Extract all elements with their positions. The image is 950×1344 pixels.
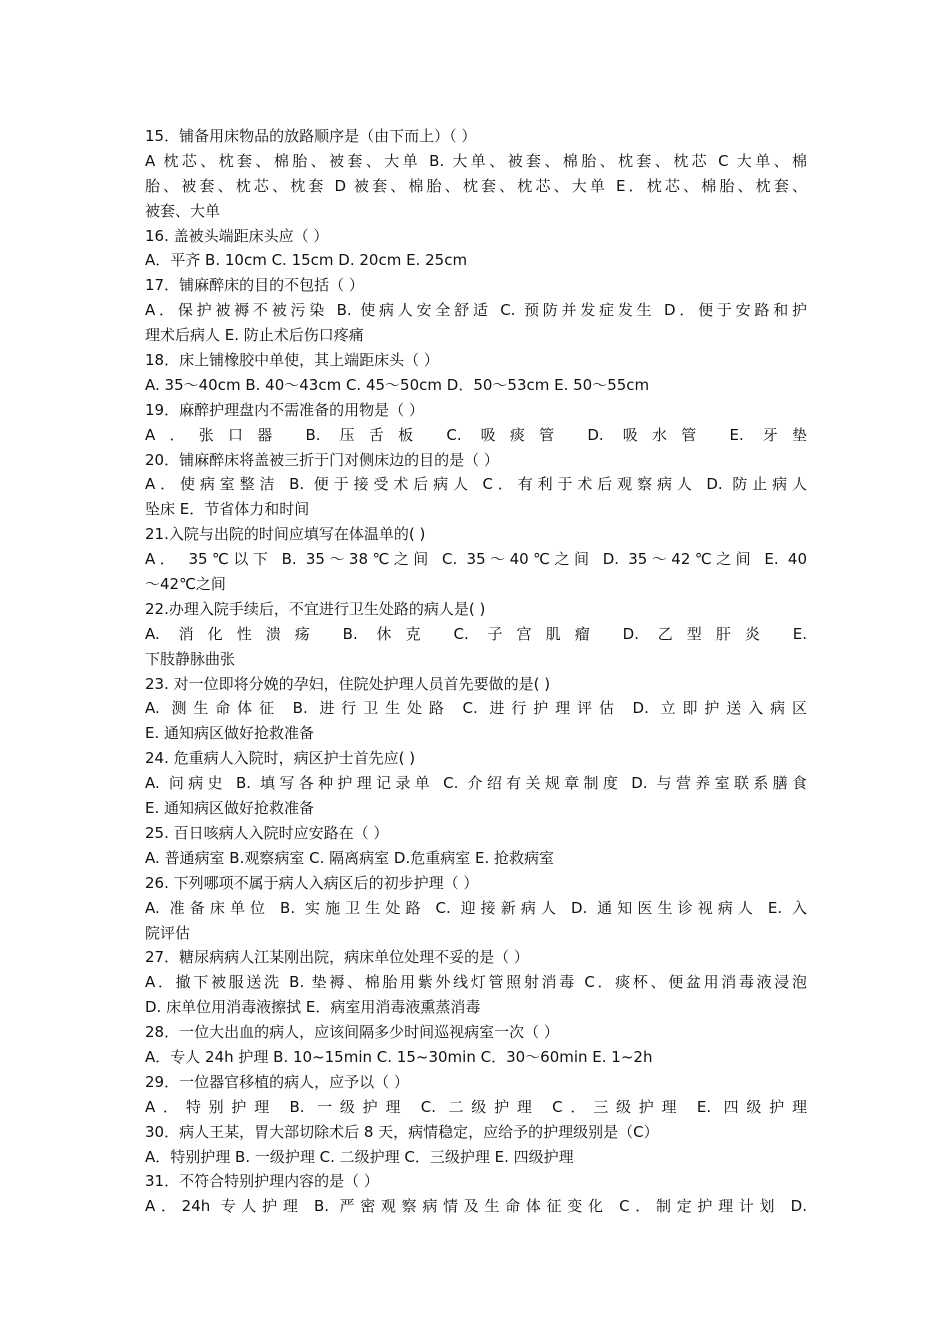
text-line (145, 796, 807, 821)
text-line (145, 373, 807, 398)
text-line (145, 1169, 807, 1194)
text-line-content: A．专人 24h 护理 B. 10~15min C. 15~30min C．30～60min E. 1~2h (145, 1047, 653, 1066)
text-line (145, 348, 807, 373)
text-line-content: 院评估 (145, 923, 191, 942)
text-line (145, 821, 807, 846)
text-line-content: 27．糖尿病病人江某刚出院，病床单位处理不妥的是（ ） (145, 948, 529, 967)
text-line-content: 下肢静脉曲张 (145, 649, 236, 668)
text-line (145, 423, 807, 448)
text-line (145, 572, 807, 597)
text-line (145, 921, 807, 946)
text-line-content: 21.入院与出院的时间应填写在体温单的( ) (145, 525, 426, 544)
text-line (145, 771, 807, 796)
text-line (145, 298, 807, 323)
text-line-content: 被套、大单 (145, 201, 221, 220)
text-line (145, 846, 807, 871)
text-line (145, 149, 807, 174)
text-line (145, 970, 807, 995)
text-line-content: 30．病人王某，胃大部切除术后 8 天，病情稳定，应给予的护理级别是（C） (145, 1122, 659, 1141)
text-line-content: E. 通知病区做好抢救准备 (145, 799, 315, 818)
text-line-content: A. 测生命体征 B. 进行卫生处路 C. 进行护理评估 D. 立即护送入病区 (145, 699, 807, 718)
text-line-content: 16. 盖被头端距床头应（ ） (145, 226, 329, 245)
text-line (145, 1070, 807, 1095)
text-line-content: 29．一位器官移植的病人，应予以（ ） (145, 1072, 409, 1091)
text-line (145, 224, 807, 249)
text-line (145, 746, 807, 771)
text-line-content: 24. 危重病人入院时，病区护士首先应( ) (145, 749, 416, 768)
text-line-content: A．保护被褥不被污染 B. 使病人安全舒适 C. 预防并发症发生 D．便于安路和护 (145, 301, 807, 320)
text-line-content: A 枕芯、枕套、棉胎、被套、大单 B. 大单、被套、棉胎、枕套、枕芯 C 大单、棉 (145, 151, 807, 170)
text-line-content: 18．床上铺橡胶中单使，其上端距床头（ ） (145, 351, 439, 370)
question-text-block (145, 124, 807, 1219)
text-line (145, 672, 807, 697)
text-line-content: 20．铺麻醉床将盖被三折于门对侧床边的目的是（ ） (145, 450, 499, 469)
text-line (145, 1045, 807, 1070)
text-line (145, 124, 807, 149)
text-line-content: A．平齐 B. 10cm C. 15cm D. 20cm E. 25cm (145, 251, 468, 270)
text-line (145, 448, 807, 473)
text-line (145, 721, 807, 746)
text-line (145, 273, 807, 298)
text-line-content: A. 消化性溃疡 B. 休克 C. 子宫肌瘤 D. 乙型肝炎 E. (145, 624, 807, 643)
text-line-content: A. 问病史 B. 填写各种护理记录单 C. 介绍有关规章制度 D. 与营养室联系膳食 (145, 774, 807, 793)
text-line (145, 945, 807, 970)
text-line-content: A. 准备床单位 B. 实施卫生处路 C. 迎接新病人 D. 通知医生诊视病人 E. 入 (145, 898, 807, 917)
text-line (145, 497, 807, 522)
text-line-content: 25. 百日咳病人入院时应安路在（ ） (145, 823, 389, 842)
text-line-content: A. 35～40cm B. 40～43cm C. 45～50cm D．50～53cm E. 50～55cm (145, 375, 650, 394)
text-line-content: A．撤下被服送洗 B. 垫褥、棉胎用紫外线灯管照射消毒 C．痰杯、便盆用消毒液浸泡 (145, 973, 807, 992)
text-line (145, 1095, 807, 1120)
text-line (145, 871, 807, 896)
text-line-content: A． 35℃以下 B. 35～38℃之间 C. 35～40℃之间 D. 35～42℃之间 E. 40 (145, 550, 807, 569)
text-line (145, 1194, 807, 1219)
text-line (145, 199, 807, 224)
text-line (145, 995, 807, 1020)
text-line-content: A．24h 专人护理 B. 严密观察病情及生命体征变化 C．制定护理计划 D. (145, 1197, 807, 1216)
text-line (145, 1120, 807, 1145)
text-line-content: ～42℃之间 (145, 575, 226, 594)
text-line (145, 472, 807, 497)
text-line-content: D. 床单位用消毒液擦拭 E．病室用消毒液熏蒸消毒 (145, 998, 481, 1017)
text-line (145, 647, 807, 672)
text-line (145, 696, 807, 721)
text-line-content: 31．不符合特别护理内容的是（ ） (145, 1172, 379, 1191)
text-line (145, 248, 807, 273)
text-line-content: 23. 对一位即将分娩的孕妇，住院处护理人员首先要做的是( ) (145, 674, 551, 693)
text-line-content: 17．铺麻醉床的目的不包括（ ） (145, 276, 364, 295)
text-line-content: A．特别护理 B. 一级护理 C. 二级护理 C．三级护理 E. 四级护理 (145, 1097, 807, 1116)
text-line-content: 19．麻醉护理盘内不需准备的用物是（ ） (145, 400, 424, 419)
text-line (145, 547, 807, 572)
text-line-content: A. 普通病室 B.观察病室 C. 隔离病室 D.危重病室 E. 抢救病室 (145, 848, 555, 867)
text-line (145, 323, 807, 348)
text-line-content: 胎、被套、枕芯、枕套 D 被套、棉胎、枕套、枕芯、大单 E．枕芯、棉胎、枕套、 (145, 176, 807, 195)
text-line-content: 15．铺备用床物品的放路顺序是（由下而上）（ ） (145, 127, 477, 145)
text-line-content: 坠床 E．节省体力和时间 (145, 500, 310, 519)
text-line (145, 896, 807, 921)
text-line (145, 597, 807, 622)
text-line-content: A．使病室整洁 B. 便于接受术后病人 C．有利于术后观察病人 D. 防止病人 (145, 475, 807, 494)
text-line-content: 理术后病人 E. 防止术后伤口疼痛 (145, 326, 364, 345)
text-line-content: 26. 下列哪项不属于病人入病区后的初步护理（ ） (145, 873, 479, 892)
text-line (145, 622, 807, 647)
text-line (145, 1020, 807, 1045)
text-line (145, 522, 807, 547)
text-line (145, 398, 807, 423)
text-line-content: A．特别护理 B. 一级护理 C. 二级护理 C．三级护理 E. 四级护理 (145, 1147, 574, 1166)
text-line-content: A．张口器 B. 压舌板 C. 吸痰管 D. 吸水管 E. 牙垫 (145, 425, 807, 444)
text-line-content: 22.办理入院手续后，不宜进行卫生处路的病人是( ) (145, 599, 486, 618)
text-line (145, 174, 807, 199)
text-line-content: E. 通知病区做好抢救准备 (145, 724, 315, 743)
text-line-content: 28．一位大出血的病人，应该间隔多少时间巡视病室一次（ ） (145, 1023, 559, 1042)
text-line (145, 1145, 807, 1170)
